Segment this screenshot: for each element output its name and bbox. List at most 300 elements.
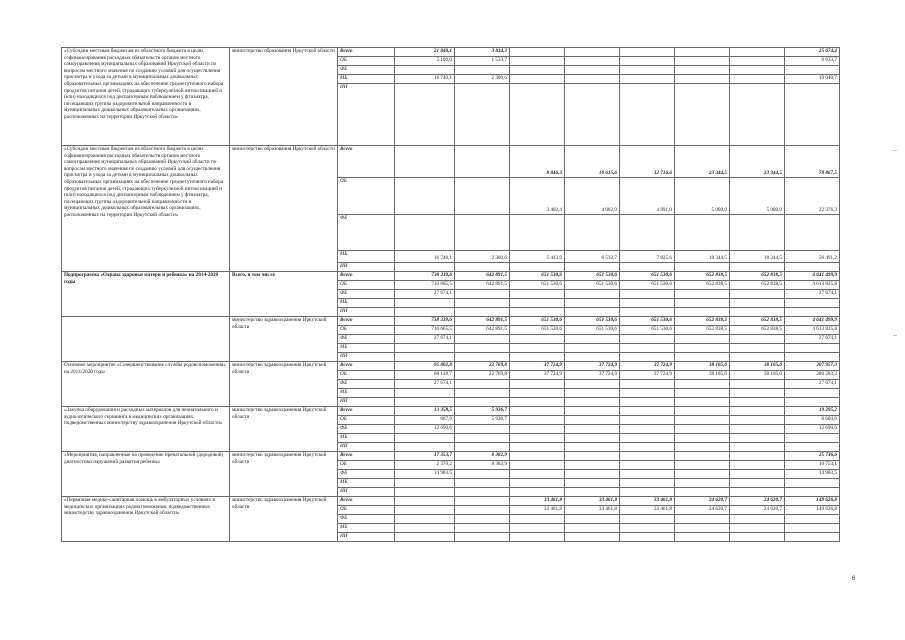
amount-cell xyxy=(395,398,455,407)
amount-cell: 4 891,0 xyxy=(620,178,675,215)
amount-cell xyxy=(675,66,730,75)
amount-cell xyxy=(455,178,510,215)
amount-cell xyxy=(455,215,510,251)
amount-cell xyxy=(395,515,455,524)
amount-cell xyxy=(565,353,620,362)
amount-cell xyxy=(675,488,730,497)
amount-cell xyxy=(730,299,785,308)
amount-cell xyxy=(510,299,565,308)
amount-cell xyxy=(620,389,675,398)
amount-cell xyxy=(455,497,510,506)
amount-cell: 652 838,5 xyxy=(675,281,730,290)
amount-cell xyxy=(785,299,840,308)
funding-source: ИИ xyxy=(338,533,395,542)
amount-cell xyxy=(455,353,510,362)
amount-cell: 651 530,6 xyxy=(620,272,675,281)
amount-cell xyxy=(785,344,840,353)
amount-cell: 7 825,6 xyxy=(620,251,675,263)
amount-cell xyxy=(730,335,785,344)
amount-cell xyxy=(510,48,565,57)
amount-cell xyxy=(730,407,785,416)
amount-cell: 21 840,1 xyxy=(395,48,455,57)
amount-cell xyxy=(395,308,455,317)
amount-cell xyxy=(675,84,730,146)
amount-cell xyxy=(565,488,620,497)
amount-cell xyxy=(620,75,675,84)
amount-cell xyxy=(675,263,730,272)
amount-cell xyxy=(455,443,510,452)
amount-cell: 651 530,6 xyxy=(510,281,565,290)
amount-cell xyxy=(675,353,730,362)
amount-cell xyxy=(730,416,785,425)
amount-cell xyxy=(730,434,785,443)
funding-source: ФБ xyxy=(338,66,395,75)
amount-cell: 149 626,8 xyxy=(785,506,840,515)
amount-cell xyxy=(565,470,620,479)
amount-cell: 24 620,7 xyxy=(675,506,730,515)
amount-cell: 5 936,7 xyxy=(455,416,510,425)
amount-cell xyxy=(730,380,785,389)
amount-cell: 4 613 825,8 xyxy=(785,281,840,290)
amount-cell xyxy=(510,389,565,398)
amount-cell xyxy=(730,389,785,398)
amount-cell: 37 724,9 xyxy=(565,371,620,380)
amount-cell xyxy=(620,515,675,524)
amount-cell: 24 620,7 xyxy=(730,506,785,515)
amount-cell xyxy=(730,353,785,362)
amount-cell: 2 370,2 xyxy=(395,461,455,470)
amount-cell: 652 838,5 xyxy=(675,317,730,326)
amount-cell xyxy=(620,434,675,443)
amount-cell: 651 530,6 xyxy=(620,317,675,326)
amount-cell xyxy=(730,263,785,272)
amount-cell xyxy=(455,524,510,533)
amount-cell xyxy=(730,479,785,488)
amount-cell: 10 615,6 xyxy=(565,146,620,178)
amount-cell xyxy=(620,470,675,479)
funding-source: ОБ xyxy=(338,281,395,290)
amount-cell: 33 461,8 xyxy=(620,506,675,515)
amount-cell xyxy=(455,84,510,146)
funding-source: Всего xyxy=(338,452,395,461)
amount-cell: 3 402,4 xyxy=(510,178,565,215)
amount-cell xyxy=(730,524,785,533)
amount-cell: 651 530,6 xyxy=(565,317,620,326)
amount-cell xyxy=(565,48,620,57)
amount-cell: 37 724,9 xyxy=(510,362,565,371)
amount-cell: 18 344,5 xyxy=(675,251,730,263)
amount-cell: 78 867,5 xyxy=(785,146,840,178)
amount-cell xyxy=(675,533,730,542)
row-description xyxy=(62,317,230,362)
funding-source: МБ xyxy=(338,434,395,443)
amount-cell xyxy=(785,84,840,146)
amount-cell xyxy=(510,515,565,524)
amount-cell xyxy=(675,398,730,407)
amount-cell: 33 461,8 xyxy=(510,506,565,515)
funding-source: ФБ xyxy=(338,335,395,344)
amount-cell: 651 530,6 xyxy=(620,326,675,335)
amount-cell: 33 461,8 xyxy=(620,497,675,506)
amount-cell: 18 344,5 xyxy=(730,251,785,263)
amount-cell xyxy=(785,389,840,398)
amount-cell xyxy=(395,533,455,542)
funding-source: Всего xyxy=(338,407,395,416)
table-row xyxy=(62,317,840,326)
amount-cell: 651 530,6 xyxy=(620,281,675,290)
amount-cell xyxy=(395,443,455,452)
amount-cell xyxy=(455,344,510,353)
amount-cell xyxy=(395,506,455,515)
amount-cell: 4 613 825,8 xyxy=(785,326,840,335)
amount-cell: 37 724,9 xyxy=(620,371,675,380)
amount-cell xyxy=(455,389,510,398)
amount-cell: 642 891,5 xyxy=(455,272,510,281)
amount-cell xyxy=(565,344,620,353)
amount-cell: 667,9 xyxy=(395,416,455,425)
funding-source: ФБ xyxy=(338,470,395,479)
amount-cell xyxy=(620,479,675,488)
table-row xyxy=(62,272,840,281)
funding-source: ИИ xyxy=(338,308,395,317)
amount-cell xyxy=(675,461,730,470)
amount-cell xyxy=(620,533,675,542)
amount-cell xyxy=(785,308,840,317)
amount-cell xyxy=(565,416,620,425)
amount-cell: 13 358,5 xyxy=(395,407,455,416)
amount-cell xyxy=(565,434,620,443)
amount-cell xyxy=(675,389,730,398)
amount-cell xyxy=(510,443,565,452)
budget-table xyxy=(61,47,840,542)
funding-source: МБ xyxy=(338,75,395,84)
amount-cell xyxy=(675,290,730,299)
responsible-organization: министерство здравоохранения Иркутской области xyxy=(230,362,338,407)
amount-cell: 5 936,7 xyxy=(455,407,510,416)
amount-cell xyxy=(620,452,675,461)
amount-cell xyxy=(620,461,675,470)
page-number: 6 xyxy=(852,576,856,582)
amount-cell xyxy=(455,380,510,389)
amount-cell: 738 339,6 xyxy=(395,272,455,281)
amount-cell xyxy=(620,290,675,299)
amount-cell xyxy=(510,84,565,146)
responsible-organization: министерство здравоохранения Иркутской области xyxy=(230,317,338,362)
row-description: «Мероприятия, направленные на проведение пренатальной (дородовой) диагностики нарушений развития ребенка» xyxy=(62,452,230,497)
amount-cell xyxy=(675,308,730,317)
amount-cell: 651 530,6 xyxy=(510,317,565,326)
amount-cell: 1 533,7 xyxy=(455,57,510,66)
amount-cell xyxy=(620,425,675,434)
amount-cell: 2 300,6 xyxy=(455,251,510,263)
responsible-organization: министерство здравоохранения Иркутской области xyxy=(230,407,338,452)
amount-cell xyxy=(785,398,840,407)
funding-source: МБ xyxy=(338,299,395,308)
amount-cell: 56 491,2 xyxy=(785,251,840,263)
responsible-organization: министерство здравоохранения Иркутской области xyxy=(230,452,338,497)
amount-cell: 5 000,0 xyxy=(730,178,785,215)
amount-cell xyxy=(785,479,840,488)
amount-cell: 12 690,6 xyxy=(785,425,840,434)
amount-cell xyxy=(620,299,675,308)
amount-cell xyxy=(785,263,840,272)
amount-cell xyxy=(730,48,785,57)
scan-mark xyxy=(893,335,897,336)
amount-cell xyxy=(395,215,455,251)
amount-cell: 710 665,5 xyxy=(395,281,455,290)
amount-cell: 25 736,6 xyxy=(785,452,840,461)
amount-cell xyxy=(675,299,730,308)
amount-cell xyxy=(510,461,565,470)
amount-cell xyxy=(395,66,455,75)
amount-cell xyxy=(730,443,785,452)
amount-cell xyxy=(565,389,620,398)
row-description: Подпрограмма «Охрана здоровья матери и ребенка» на 2014-2020 годы xyxy=(62,272,230,317)
amount-cell xyxy=(565,57,620,66)
row-description: «Закупка оборудования и расходных материалов для неонатального и аудиологического скрининга в медицинских организациях, подведомственных министерству здравоохранения Иркутской области» xyxy=(62,407,230,452)
amount-cell: 27 674,1 xyxy=(785,335,840,344)
amount-cell: 38 105,0 xyxy=(730,362,785,371)
funding-source: ОБ xyxy=(338,371,395,380)
funding-source: ОБ xyxy=(338,57,395,66)
amount-cell: 17 353,7 xyxy=(395,452,455,461)
amount-cell: 25 674,4 xyxy=(785,48,840,57)
amount-cell: 652 838,5 xyxy=(730,272,785,281)
amount-cell: 3 834,3 xyxy=(455,48,510,57)
funding-source: Всего xyxy=(338,497,395,506)
amount-cell xyxy=(620,488,675,497)
row-description: «Первичная медико-санитарная помощь в амбулаторных условиях в медицинских организациях родовспоможения, подведомственных министерству здравоохранения Иркутской области» xyxy=(62,497,230,542)
amount-cell xyxy=(565,398,620,407)
amount-cell: 33 461,8 xyxy=(565,506,620,515)
amount-cell xyxy=(455,299,510,308)
funding-source: ОБ xyxy=(338,506,395,515)
table-row xyxy=(62,452,840,461)
funding-source: ФБ xyxy=(338,515,395,524)
amount-cell: 14 983,5 xyxy=(785,470,840,479)
amount-cell xyxy=(510,407,565,416)
amount-cell xyxy=(785,215,840,251)
amount-cell xyxy=(510,488,565,497)
amount-cell xyxy=(455,425,510,434)
amount-cell: 27 674,1 xyxy=(785,380,840,389)
amount-cell: 710 665,5 xyxy=(395,326,455,335)
amount-cell xyxy=(620,66,675,75)
amount-cell xyxy=(620,353,675,362)
amount-cell xyxy=(510,344,565,353)
amount-cell: 27 674,1 xyxy=(395,335,455,344)
amount-cell xyxy=(395,84,455,146)
amount-cell xyxy=(395,299,455,308)
amount-cell xyxy=(730,470,785,479)
amount-cell: 16 740,1 xyxy=(395,75,455,84)
amount-cell xyxy=(510,290,565,299)
amount-cell: 38 105,0 xyxy=(675,362,730,371)
funding-source: ОБ xyxy=(338,326,395,335)
amount-cell: 24 620,7 xyxy=(675,497,730,506)
table-row xyxy=(62,407,840,416)
amount-cell xyxy=(510,75,565,84)
amount-cell xyxy=(565,66,620,75)
amount-cell: 12 716,6 xyxy=(620,146,675,178)
amount-cell xyxy=(455,398,510,407)
amount-cell xyxy=(395,434,455,443)
amount-cell xyxy=(455,335,510,344)
amount-cell xyxy=(565,443,620,452)
amount-cell: 642 891,5 xyxy=(455,317,510,326)
amount-cell: 651 530,6 xyxy=(565,326,620,335)
amount-cell xyxy=(395,353,455,362)
amount-cell xyxy=(620,215,675,251)
amount-cell xyxy=(455,515,510,524)
funding-source: МБ xyxy=(338,389,395,398)
amount-cell xyxy=(675,470,730,479)
funding-source: ИИ xyxy=(338,443,395,452)
amount-cell xyxy=(565,479,620,488)
amount-cell xyxy=(395,524,455,533)
funding-source: ФБ xyxy=(338,380,395,389)
amount-cell xyxy=(730,290,785,299)
amount-cell xyxy=(455,506,510,515)
amount-cell xyxy=(785,66,840,75)
amount-cell: 280 283,2 xyxy=(785,371,840,380)
amount-cell xyxy=(785,488,840,497)
amount-cell: 22 376,3 xyxy=(785,178,840,215)
amount-cell xyxy=(675,425,730,434)
amount-cell xyxy=(395,178,455,215)
amount-cell xyxy=(510,353,565,362)
amount-cell: 642 891,5 xyxy=(455,326,510,335)
amount-cell xyxy=(565,425,620,434)
amount-cell xyxy=(565,263,620,272)
amount-cell xyxy=(455,488,510,497)
amount-cell: 10 753,1 xyxy=(785,461,840,470)
amount-cell xyxy=(730,308,785,317)
amount-cell xyxy=(620,380,675,389)
scan-mark xyxy=(893,150,897,151)
amount-cell xyxy=(565,524,620,533)
funding-source: ОБ xyxy=(338,461,395,470)
amount-cell xyxy=(395,344,455,353)
amount-cell: 27 674,1 xyxy=(785,290,840,299)
amount-cell: 8 382,9 xyxy=(455,461,510,470)
amount-cell xyxy=(455,479,510,488)
amount-cell: 738 339,6 xyxy=(395,317,455,326)
amount-cell xyxy=(730,461,785,470)
amount-cell xyxy=(620,344,675,353)
row-description: Основное мероприятие «Совершенствование службы родовспоможения» на 2014-2020 годы xyxy=(62,362,230,407)
amount-cell: 4 641 499,9 xyxy=(785,272,840,281)
funding-source: МБ xyxy=(338,524,395,533)
amount-cell xyxy=(565,461,620,470)
amount-cell xyxy=(675,380,730,389)
amount-cell xyxy=(730,84,785,146)
amount-cell: 652 838,5 xyxy=(675,326,730,335)
amount-cell: 651 530,6 xyxy=(565,281,620,290)
amount-cell xyxy=(730,66,785,75)
row-description: «Субсидии местным бюджетам из областного бюджета в целях софинансирования расходных обязательств органов местного самоуправления муниципальных образований Иркутской области по вопросам местного значения по созданию условий для осуществления присмотра и ухода за детьми в муниципальных дошкольных образовательных организациях на обеспечение среднесуточного набора продуктов питания детей, страдающих туберкулезной интоксикацией и (или) находящихся под диспансерным наблюдением у фтизиатра, посещающих группы оздоровительной направленности в муниципальных дошкольных образовательных организациях, расположенных на территории Иркутской области» xyxy=(62,48,230,146)
funding-source: Всего xyxy=(338,48,395,57)
amount-cell xyxy=(675,57,730,66)
amount-cell xyxy=(510,479,565,488)
amount-cell: 24 620,7 xyxy=(730,497,785,506)
amount-cell xyxy=(620,57,675,66)
amount-cell xyxy=(675,407,730,416)
amount-cell: 652 838,5 xyxy=(675,272,730,281)
funding-source: ИИ xyxy=(338,263,395,272)
table-row xyxy=(62,146,840,178)
amount-cell: 149 626,8 xyxy=(785,497,840,506)
amount-cell: 6 604,6 xyxy=(785,416,840,425)
amount-cell xyxy=(395,497,455,506)
amount-cell xyxy=(455,533,510,542)
funding-source: ФБ xyxy=(338,425,395,434)
amount-cell: 27 674,1 xyxy=(395,380,455,389)
amount-cell: 5 000,0 xyxy=(675,178,730,215)
responsible-organization: министерство образования Иркутской области xyxy=(230,146,338,272)
amount-cell xyxy=(675,75,730,84)
amount-cell xyxy=(455,470,510,479)
amount-cell xyxy=(675,344,730,353)
amount-cell xyxy=(785,515,840,524)
amount-cell xyxy=(675,524,730,533)
amount-cell xyxy=(785,443,840,452)
amount-cell: 22 769,8 xyxy=(455,362,510,371)
amount-cell xyxy=(675,434,730,443)
amount-cell xyxy=(565,407,620,416)
table-row xyxy=(62,497,840,506)
amount-cell: 37 724,9 xyxy=(510,371,565,380)
amount-cell xyxy=(675,515,730,524)
amount-cell xyxy=(455,290,510,299)
amount-cell xyxy=(510,533,565,542)
amount-cell: 8 846,3 xyxy=(510,146,565,178)
responsible-organization: Всего, в том числе xyxy=(230,272,338,317)
funding-source: ИИ xyxy=(338,398,395,407)
amount-cell: 652 838,5 xyxy=(730,326,785,335)
amount-cell xyxy=(675,48,730,57)
funding-source: МБ xyxy=(338,251,395,263)
amount-cell xyxy=(730,57,785,66)
amount-cell xyxy=(395,263,455,272)
amount-cell xyxy=(510,380,565,389)
amount-cell xyxy=(455,66,510,75)
amount-cell xyxy=(785,434,840,443)
amount-cell: 651 530,6 xyxy=(510,326,565,335)
amount-cell xyxy=(565,84,620,146)
amount-cell xyxy=(620,84,675,146)
amount-cell xyxy=(620,416,675,425)
amount-cell xyxy=(730,533,785,542)
amount-cell: 652 838,5 xyxy=(730,281,785,290)
amount-cell xyxy=(565,308,620,317)
amount-cell: 6 633,7 xyxy=(785,57,840,66)
amount-cell: 6 532,7 xyxy=(565,251,620,263)
amount-cell xyxy=(455,146,510,178)
amount-cell xyxy=(730,215,785,251)
amount-cell xyxy=(510,308,565,317)
amount-cell: 8 382,9 xyxy=(455,452,510,461)
amount-cell xyxy=(675,215,730,251)
amount-cell xyxy=(565,335,620,344)
amount-cell xyxy=(730,344,785,353)
amount-cell xyxy=(510,524,565,533)
amount-cell: 2 300,6 xyxy=(455,75,510,84)
funding-source: ОБ xyxy=(338,178,395,215)
amount-cell: 651 530,6 xyxy=(565,272,620,281)
funding-source: МБ xyxy=(338,479,395,488)
funding-source: Всего xyxy=(338,272,395,281)
